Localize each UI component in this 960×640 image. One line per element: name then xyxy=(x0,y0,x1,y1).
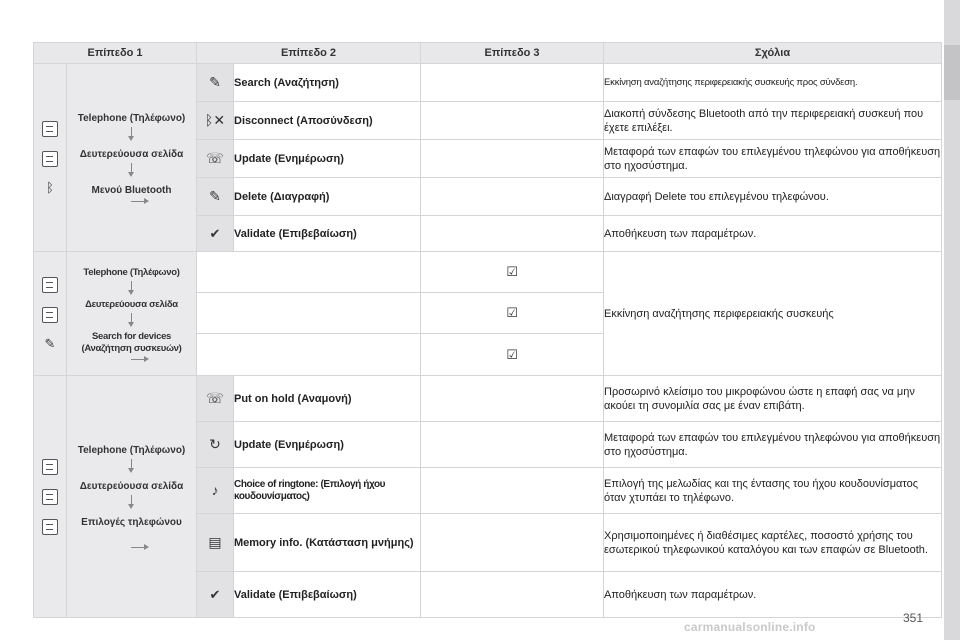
menu-item-ringtone: Choice of ringtone: (Επιλογή ήχου κουδουνίσματος) xyxy=(234,468,421,514)
menu-item-delete: Delete (Διαγραφή) xyxy=(234,178,421,216)
refresh-icon: ↻ xyxy=(197,422,234,468)
menu-screen-icon xyxy=(42,489,58,505)
nav-secondary-page: Δευτερεύουσα σελίδα xyxy=(85,299,178,310)
nav-telephone: Telephone (Τηλέφωνο) xyxy=(77,445,186,456)
level1-icons xyxy=(34,64,67,252)
menu-item-validate: Validate (Επιβεβαίωση) xyxy=(234,572,421,618)
nav-bluetooth-menu: Μενού Bluetooth xyxy=(91,185,172,196)
phone-options-icon xyxy=(42,519,58,535)
menu-screen-icon xyxy=(42,151,58,167)
arrow-right-icon xyxy=(131,359,145,360)
menu-item-memory-info: Memory info. (Κατάσταση μνήμης) xyxy=(234,514,421,572)
nav-phone-options: Επιλογές τηλεφώνου xyxy=(81,517,182,528)
level1-icons xyxy=(34,252,67,376)
menu-item-validate: Validate (Επιβεβαίωση) xyxy=(234,216,421,252)
nav-telephone: Telephone (Τηλέφωνο) xyxy=(83,267,180,278)
arrow-down-icon xyxy=(131,163,132,173)
comment-update: Μεταφορά των επαφών του επιλεγμένου τηλεφώνου για αποθήκευση στο ηχοσύστημα. xyxy=(604,140,942,178)
comment-ringtone: Επιλογή της μελωδίας και της έντασης του ήχου κουδουνίσματος όταν χτυπάει το τηλέφωνο. xyxy=(604,468,942,514)
comment-search: Εκκίνηση αναζήτησης περιφερειακής συσκευής προς σύνδεση. xyxy=(604,64,942,102)
header-level-2: Επίπεδο 2 xyxy=(197,43,421,64)
level1-path xyxy=(67,64,197,252)
watermark: carmanualsonline.info xyxy=(684,620,816,634)
menu-item-update: Update (Ενημέρωση) xyxy=(234,422,421,468)
comment-delete: Διαγραφή Delete του επιλεγμένου τηλεφώνου. xyxy=(604,178,942,216)
page-number: 351 xyxy=(903,611,924,625)
menu-item-put-on-hold: Put on hold (Αναμονή) xyxy=(234,376,421,422)
phone-screen-icon xyxy=(42,459,58,475)
arrow-down-icon xyxy=(131,459,132,469)
search-icon: ✎ xyxy=(197,64,234,102)
comment-search-devices: Εκκίνηση αναζήτησης περιφερειακής συσκευής xyxy=(604,252,942,376)
bluetooth-icon: ᛒ xyxy=(46,179,54,195)
arrow-down-icon xyxy=(131,127,132,137)
hold-icon: ☏ xyxy=(197,376,234,422)
checkbox-icon: ☑ xyxy=(421,334,604,376)
header-comments: Σχόλια xyxy=(604,43,942,64)
nav-telephone: Telephone (Τηλέφωνο) xyxy=(77,113,186,124)
menu-item-update: Update (Ενημέρωση) xyxy=(234,140,421,178)
comment-memory-info: Χρησιμοποιημένες ή διαθέσιμες καρτέλες, ποσοστό χρήσης του εσωτερικού τηλεφωνικού καταλόγου και των επαφών σε Bluetooth. xyxy=(604,514,942,572)
phone-screen-icon xyxy=(42,121,58,137)
comment-disconnect: Διακοπή σύνδεσης Bluetooth από την περιφερειακή συσκευή που έχετε επιλέξει. xyxy=(604,102,942,140)
arrow-down-icon xyxy=(131,281,132,291)
menu-item-search: Search (Αναζήτηση) xyxy=(234,64,421,102)
arrow-down-icon xyxy=(131,495,132,505)
nav-secondary-page: Δευτερεύουσα σελίδα xyxy=(79,481,184,492)
table-row xyxy=(34,376,942,422)
update-icon: ☏ xyxy=(197,140,234,178)
checkbox-icon: ☑ xyxy=(421,293,604,334)
nav-secondary-page: Δευτερεύουσα σελίδα xyxy=(79,149,184,160)
delete-icon: ✎ xyxy=(197,178,234,216)
checkbox-icon: ☑ xyxy=(421,252,604,293)
comment-validate: Αποθήκευση των παραμέτρων. xyxy=(604,572,942,618)
arrow-down-icon xyxy=(131,313,132,323)
ringtone-icon: ♪ xyxy=(197,468,234,514)
menu-table xyxy=(33,42,942,618)
memory-icon: ▤ xyxy=(197,514,234,572)
table-row xyxy=(34,252,942,293)
level1-path xyxy=(67,376,197,618)
comment-update: Μεταφορά των επαφών του επιλεγμένου τηλεφώνου για αποθήκευση στο ηχοσύστημα. xyxy=(604,422,942,468)
nav-search-devices: Search for devices (Αναζήτηση συσκευών) xyxy=(81,331,182,354)
header-level-3: Επίπεδο 3 xyxy=(421,43,604,64)
table-row xyxy=(34,64,942,102)
header-level-1: Επίπεδο 1 xyxy=(34,43,197,64)
arrow-right-icon xyxy=(131,201,145,202)
comment-validate: Αποθήκευση των παραμέτρων. xyxy=(604,216,942,252)
menu-item-disconnect: Disconnect (Αποσύνδεση) xyxy=(234,102,421,140)
search-devices-icon: ✎ xyxy=(44,335,56,351)
header-row xyxy=(34,43,942,64)
arrow-right-icon xyxy=(131,547,145,548)
check-icon: ✔ xyxy=(197,216,234,252)
menu-screen-icon xyxy=(42,307,58,323)
phone-screen-icon xyxy=(42,277,58,293)
check-icon: ✔ xyxy=(197,572,234,618)
level1-icons xyxy=(34,376,67,618)
page-edge-tab xyxy=(944,45,960,100)
comment-put-on-hold: Προσωρινό κλείσιμο του μικροφώνου ώστε η επαφή σας να μην ακούει τη συνομιλία σας με έναν επιβάτη. xyxy=(604,376,942,422)
disconnect-icon: ᛒ✕ xyxy=(197,102,234,140)
page-edge-strip xyxy=(944,0,960,640)
level1-path xyxy=(67,252,197,376)
